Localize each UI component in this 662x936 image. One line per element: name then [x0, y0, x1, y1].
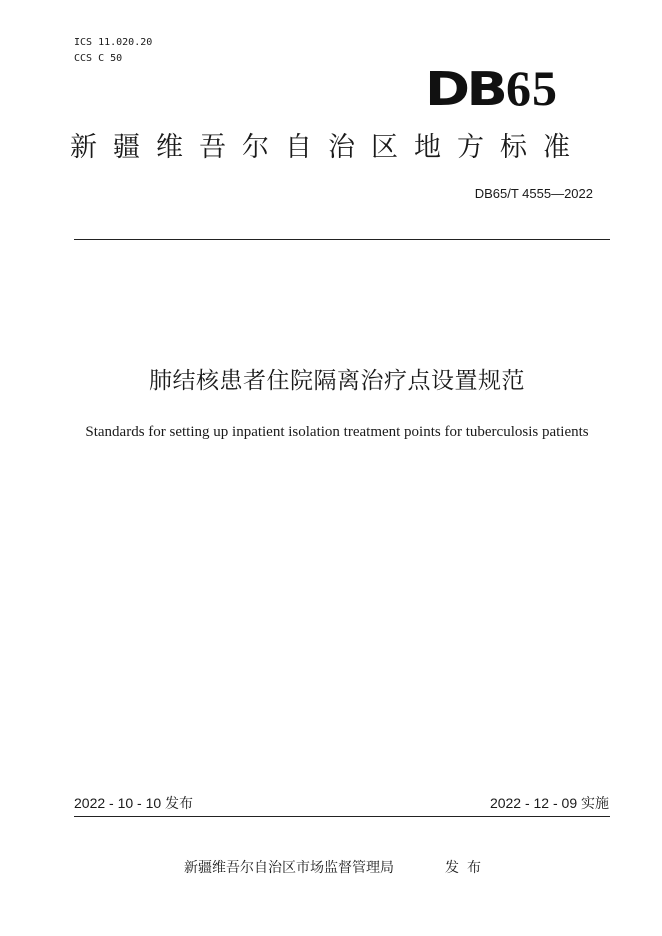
publish-label: 发布 [445, 860, 489, 876]
db-logo-number: 65 [506, 60, 558, 116]
region-standard-title: 新疆维吾尔自治区地方标准 [70, 132, 586, 163]
footer-divider [74, 816, 610, 817]
publisher-name: 新疆维吾尔自治区市场监督管理局 [184, 860, 394, 876]
db-logo-letters: DB [424, 62, 505, 116]
document-title-english: Standards for setting up inpatient isolation treatment points for tuberculosis patients [85, 424, 589, 440]
ics-code: ICS 11.020.20 [74, 37, 153, 48]
document-title-chinese: 肺结核患者住院隔离治疗点设置规范 [149, 368, 525, 394]
standard-number: DB65/T 4555—2022 [474, 186, 593, 201]
ccs-code: CCS C 50 [74, 53, 123, 64]
implementation-date: 2022 - 12 - 09 实施 [489, 795, 609, 811]
db-logo [424, 58, 558, 119]
header-divider [74, 239, 610, 240]
issue-date: 2022 - 10 - 10 发布 [74, 795, 194, 811]
